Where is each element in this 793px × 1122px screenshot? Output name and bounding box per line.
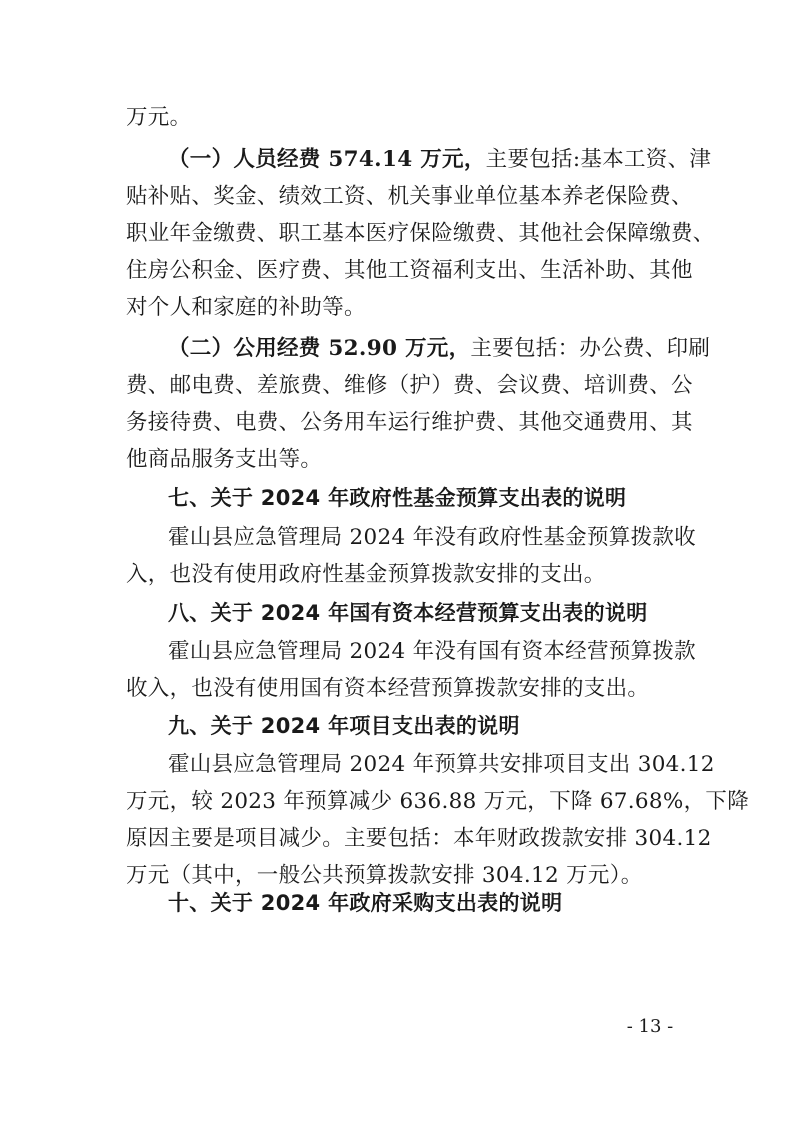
personnel-expense-label: （一）人员经费 574.14 万元， [168, 147, 486, 172]
paragraph-text: 主要包括：办公费、印刷 [470, 336, 711, 361]
paragraph-line: 万元（其中，一般公共预算拨款安排 304.12 万元）。 [126, 863, 643, 888]
paragraph-line: 费、邮电费、差旅费、维修（护）费、会议费、培训费、公 [126, 373, 693, 398]
section-heading: 十、关于 2024 年政府采购支出表的说明 [168, 891, 563, 915]
paragraph-line: 万元，较 2023 年预算减少 636.88 万元，下降 67.68%，下降 [126, 789, 749, 814]
paragraph-line [168, 141, 712, 179]
paragraph-line: 原因主要是项目减少。主要包括：本年财政拨款安排 304.12 [126, 826, 712, 851]
paragraph-text: 主要包括:基本工资、津 [485, 147, 712, 172]
paragraph-line: 收入，也没有使用国有资本经营预算拨款安排的支出。 [126, 676, 650, 701]
paragraph-line: 职业年金缴费、职工基本医疗保险缴费、其他社会保障缴费、 [126, 221, 715, 246]
page-number: - 13 - [626, 1016, 674, 1037]
paragraph-line: 他商品服务支出等。 [126, 447, 323, 472]
paragraph-line: 霍山县应急管理局 2024 年预算共安排项目支出 304.12 [168, 752, 715, 777]
paragraph-line [168, 330, 711, 368]
paragraph-line: 对个人和家庭的补助等。 [126, 295, 366, 320]
paragraph-line: 贴补贴、奖金、绩效工资、机关事业单位基本养老保险费、 [126, 184, 693, 209]
paragraph-line: 务接待费、电费、公务用车运行维护费、其他交通费用、其 [126, 410, 693, 435]
paragraph-line: 住房公积金、医疗费、其他工资福利支出、生活补助、其他 [126, 258, 693, 283]
paragraph-line: 入，也没有使用政府性基金预算拨款安排的支出。 [126, 562, 606, 587]
paragraph-line: 霍山县应急管理局 2024 年没有政府性基金预算拨款收 [168, 525, 696, 550]
section-heading: 七、关于 2024 年政府性基金预算支出表的说明 [168, 486, 627, 510]
section-heading: 九、关于 2024 年项目支出表的说明 [168, 714, 520, 738]
public-expense-label: （二）公用经费 52.90 万元， [168, 336, 471, 361]
paragraph-line: 霍山县应急管理局 2024 年没有国有资本经营预算拨款 [168, 639, 696, 664]
section-heading: 八、关于 2024 年国有资本经营预算支出表的说明 [168, 601, 648, 625]
paragraph-line: 万元。 [126, 105, 192, 130]
